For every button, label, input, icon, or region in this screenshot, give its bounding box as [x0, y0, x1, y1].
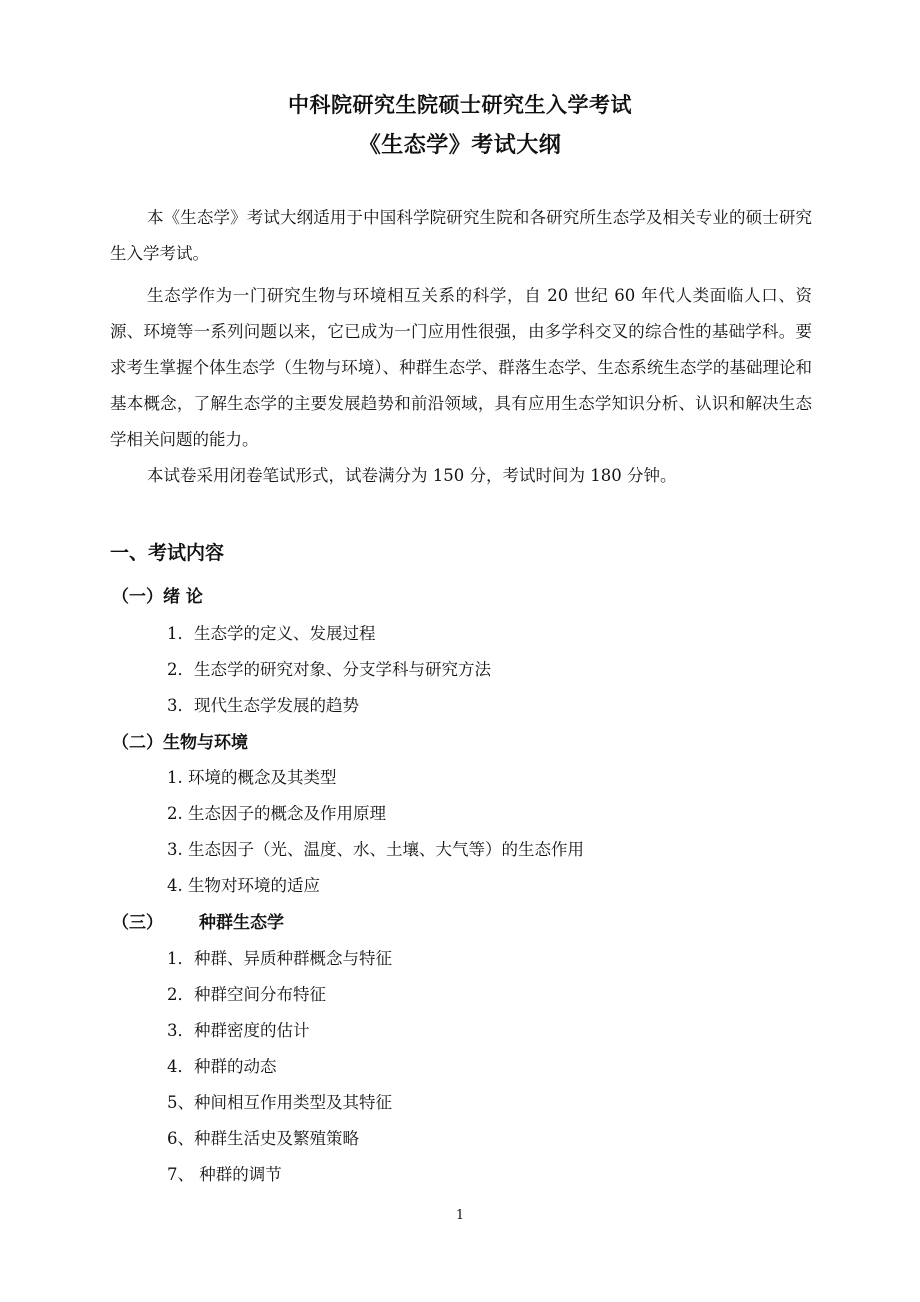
- subsection-number: （二）: [112, 733, 163, 753]
- list-item: 3．现代生态学发展的趋势: [167, 696, 359, 715]
- subsection-heading-organism-environment: [112, 728, 248, 753]
- subsection-title: 生物与环境: [163, 733, 248, 753]
- subsection-title: 绪 论: [163, 587, 203, 607]
- subsection-number: （一）: [112, 587, 163, 607]
- intro-paragraph-exam-format: 本试卷采用闭卷笔试形式，试卷满分为 150 分，考试时间为 180 分钟。: [147, 466, 677, 485]
- section-heading-exam-content: 一、考试内容: [110, 542, 225, 564]
- page-number: 1: [455, 1208, 465, 1223]
- list-item: 2．生态学的研究对象、分支学科与研究方法: [167, 660, 491, 679]
- subsection-heading-population-ecology: [112, 908, 284, 933]
- list-item: 5、种间相互作用类型及其特征: [167, 1093, 392, 1112]
- document-title-line1: 中科院研究生院硕士研究生入学考试: [288, 92, 632, 117]
- list-item: 4. 生物对环境的适应: [167, 876, 320, 895]
- list-item: 3．种群密度的估计: [167, 1021, 310, 1040]
- document-title-line2: 《生态学》考试大纲: [358, 132, 562, 158]
- subsection-number: （三）: [112, 913, 163, 933]
- list-item: 7、 种群的调节: [167, 1165, 282, 1184]
- subsection-heading-introduction: [112, 582, 203, 607]
- list-item: 4．种群的动态: [167, 1057, 277, 1076]
- intro-paragraph-scope: 本《生态学》考试大纲适用于中国科学院研究生院和各研究所生态学及相关专业的硕士研究生入学考试。: [110, 208, 812, 263]
- list-item: 3. 生态因子（光、温度、水、土壤、大气等）的生态作用: [167, 840, 584, 859]
- list-item: 1．生态学的定义、发展过程: [167, 624, 376, 643]
- list-item: 2. 生态因子的概念及作用原理: [167, 804, 386, 823]
- list-item: 6、种群生活史及繁殖策略: [167, 1129, 359, 1148]
- intro-paragraph-requirements: 生态学作为一门研究生物与环境相互关系的科学，自 20 世纪 60 年代人类面临人口、资源、环境等一系列问题以来，它已成为一门应用性很强，由多学科交叉的综合性的基础学科。要求考生掌握个体生态学（生物与环境）、种群生态学、群落生态学、生态系统生态学的基础理论和基本概念，了解生态学的主要发展趋势和前沿领域，具有应用生态学知识分析、认识和解决生态学相关问题的能力。: [110, 286, 812, 449]
- list-item: 1. 环境的概念及其类型: [167, 768, 337, 787]
- list-item: 2．种群空间分布特征: [167, 985, 326, 1004]
- list-item: 1．种群、异质种群概念与特征: [167, 949, 392, 968]
- subsection-title: 种群生态学: [199, 913, 284, 933]
